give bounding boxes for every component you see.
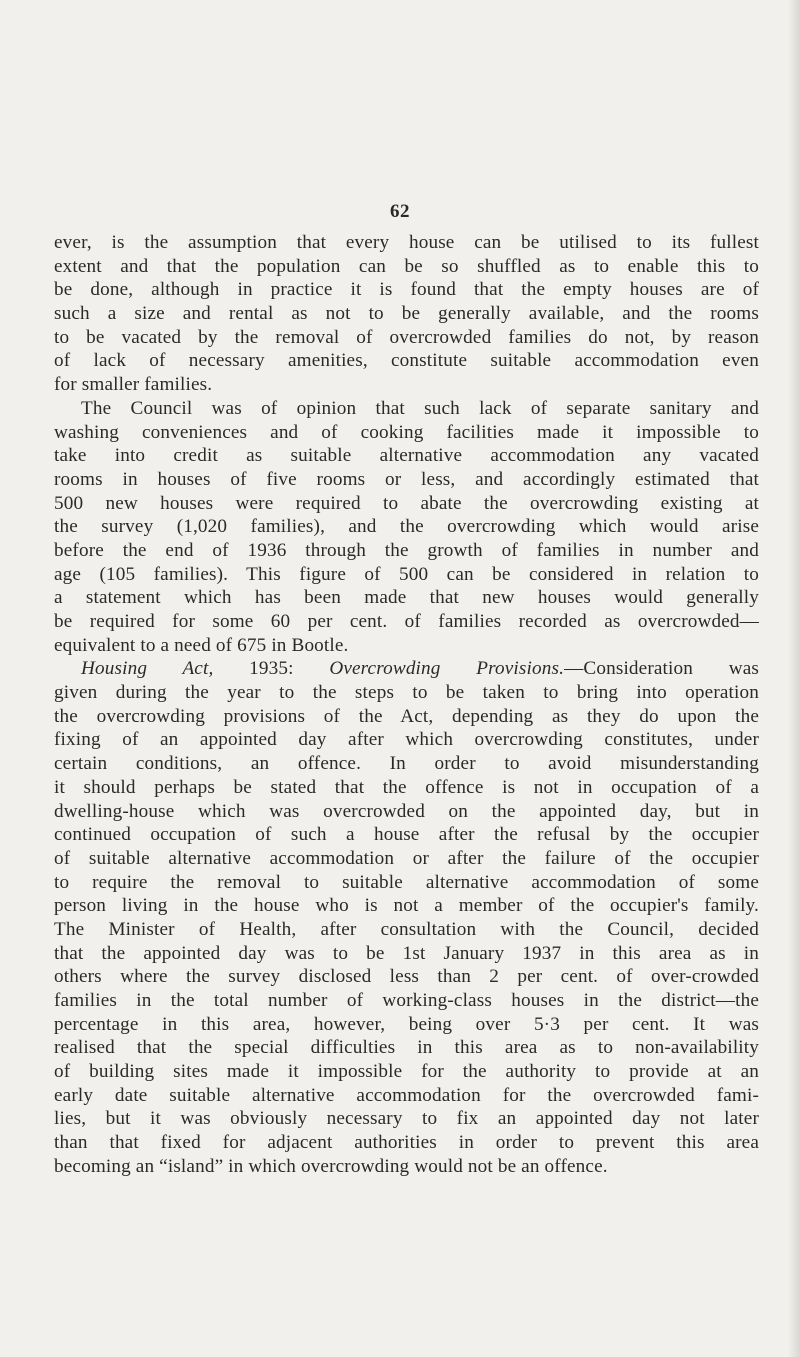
text-line: dwelling-house which was overcrowded on the appointed day, but in [54, 800, 759, 822]
text-line: realised that the special difficulties in this area as to non-availability [54, 1037, 759, 1059]
text-line: percentage in this area, however, being over 5·3 per cent. It was [54, 1013, 759, 1035]
text-line: of suitable alternative accommodation or after the failure of the occupier [54, 847, 759, 869]
text-line: to be vacated by the removal of overcrowded families do not, by reason [54, 326, 759, 348]
text-line: the survey (1,020 families), and the overcrowding which would arise [54, 516, 759, 538]
text-line: ever, is the assumption that every house can be utilised to its fullest [54, 232, 759, 253]
text-line: that the appointed day was to be 1st January 1937 in this area as in [54, 942, 759, 964]
text-line: extent and that the population can be so shuffled as to enable this to [54, 255, 759, 277]
page-number: 62 [390, 201, 410, 222]
text-line: it should perhaps be stated that the offence is not in occupation of a [54, 776, 759, 798]
paragraph-1 [54, 231, 759, 397]
text-line: fixing of an appointed day after which overcrowding constitutes, under [54, 729, 759, 751]
text-line: be done, although in practice it is found that the empty houses are of [54, 279, 759, 301]
text-line: families in the total number of working-class houses in the district—the [54, 990, 759, 1011]
text-line: certain conditions, an offence. In order to avoid misunderstanding [54, 753, 759, 775]
text-line: age (105 families). This figure of 500 can be considered in relation to [54, 563, 759, 585]
paragraph-2 [54, 397, 759, 658]
body-text [54, 231, 759, 1179]
text-line: becoming an “island” in which overcrowding would not be an offence. [54, 1155, 608, 1177]
text-line: early date suitable alternative accommodation for the overcrowded fami- [54, 1084, 759, 1106]
text-line: others where the survey disclosed less than 2 per cent. of over-crowded [54, 966, 759, 988]
text-line: The Minister of Health, after consultation with the Council, decided [54, 918, 759, 940]
text-line: for smaller families. [54, 374, 213, 396]
text-line: such a size and rental as not to be generally available, and the rooms [54, 303, 759, 325]
heading-year: 1935: [249, 658, 294, 680]
text-line: washing conveniences and of cooking facilities made it impossible to [54, 421, 759, 443]
text-line: continued occupation of such a house after the refusal by the occupier [54, 824, 759, 846]
text-line: given during the year to the steps to be taken to bring into operation [54, 682, 759, 704]
heading-title: Overcrowding Provisions. [329, 658, 565, 680]
text-line: lies, but it was obviously necessary to fix an appointed day not later [54, 1108, 759, 1130]
text-line: the overcrowding provisions of the Act, depending as they do upon the [54, 705, 759, 727]
heading-continuation: —Consideration was [564, 658, 759, 680]
page-edge-shadow [788, 0, 800, 1357]
paragraph-3 [54, 657, 759, 1178]
text-line: be required for some 60 per cent. of families recorded as overcrowded— [54, 611, 759, 632]
text-line: The Council was of opinion that such lack of separate sanitary and [81, 397, 759, 419]
text-line: 500 new houses were required to abate the overcrowding existing at [54, 492, 759, 514]
text-line: of lack of necessary amenities, constitute suitable accommodation even [54, 350, 759, 372]
text-line: than that fixed for adjacent authorities in order to prevent this area [54, 1132, 759, 1154]
text-line: to require the removal to suitable alternative accommodation of some [54, 871, 759, 893]
text-line: equivalent to a need of 675 in Bootle. [54, 634, 349, 656]
text-line: a statement which has been made that new houses would generally [54, 587, 759, 609]
heading-line [54, 657, 759, 681]
heading-act: Housing Act, [81, 658, 214, 680]
text-line: of building sites made it impossible for the authority to provide at an [54, 1061, 759, 1083]
text-line: take into credit as suitable alternative accommodation any vacated [54, 445, 759, 467]
text-line: before the end of 1936 through the growth of families in number and [54, 539, 759, 561]
text-line: rooms in houses of five rooms or less, and accordingly estimated that [54, 468, 759, 490]
text-line: person living in the house who is not a member of the occupier's family. [54, 895, 759, 917]
